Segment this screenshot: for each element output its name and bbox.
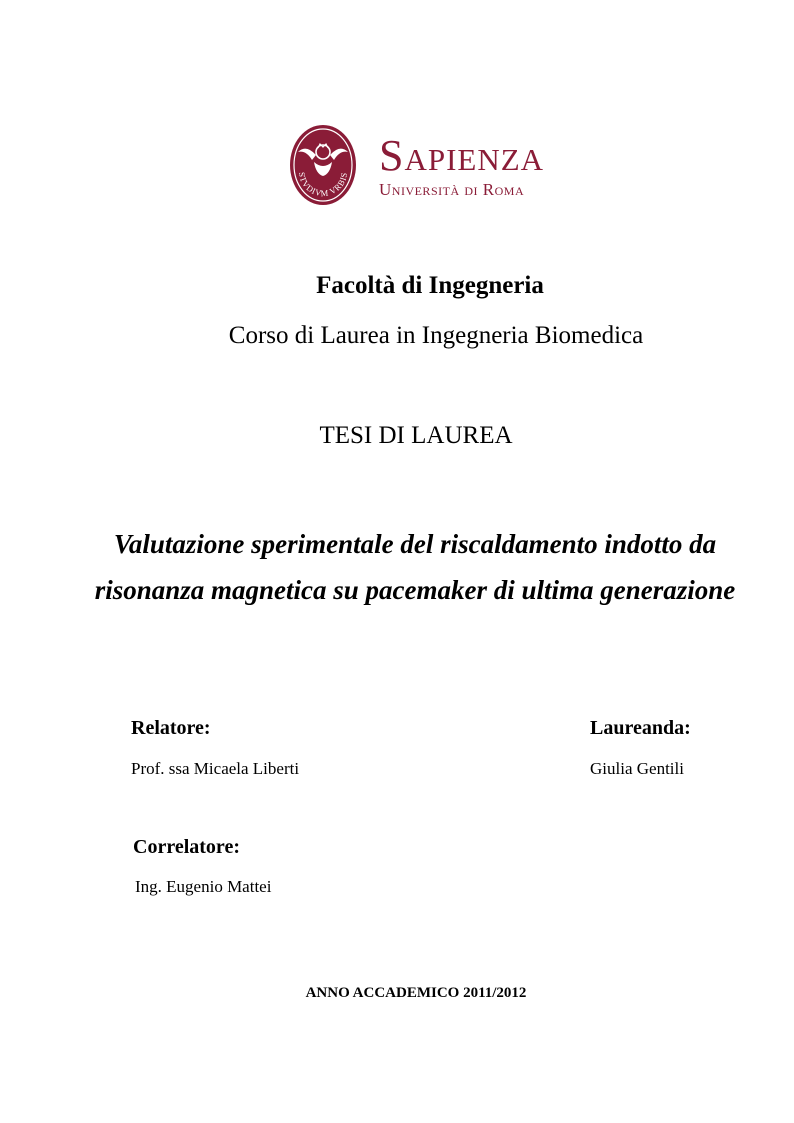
thesis-title: Valutazione sperimentale del riscaldamento indotto da risonanza magnetica su pacemaker di ultima generazione [94, 529, 736, 605]
university-name: Sapienza [379, 131, 545, 180]
faculty-heading: Facoltà di Ingegneria [316, 272, 544, 299]
university-wordmark [379, 131, 545, 200]
document-type: TESI DI LAUREA [319, 422, 513, 449]
co-supervisor-label: Correlatore: [133, 836, 240, 858]
course-heading: Corso di Laurea in Ingegneria Biomedica [228, 322, 644, 349]
academic-year: ANNO ACCADEMICO 2011/2012 [305, 985, 527, 1001]
candidate-name: Giulia Gentili [590, 759, 684, 778]
svg-text:STVDIVM VRBIS: STVDIVM VRBIS [296, 171, 350, 199]
supervisor-label: Relatore: [131, 717, 211, 739]
co-supervisor-name: Ing. Eugenio Mattei [135, 877, 272, 896]
university-seal-icon [288, 122, 358, 208]
supervisor-name: Prof. ssa Micaela Liberti [131, 759, 300, 778]
university-subtitle: Università di Roma [379, 180, 525, 199]
candidate-label: Laureanda: [590, 717, 691, 739]
sapienza-logo [286, 120, 570, 212]
